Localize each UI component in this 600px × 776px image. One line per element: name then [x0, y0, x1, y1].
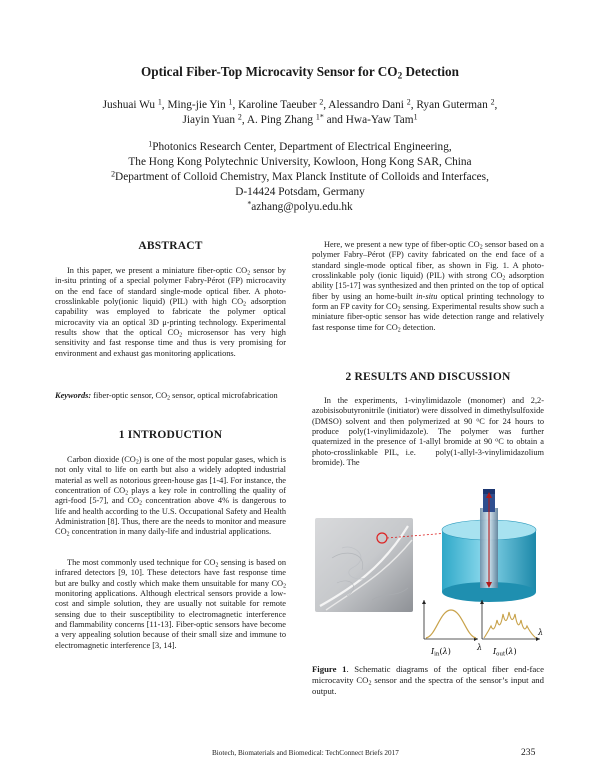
intro-paragraph-1: Carbon dioxide $(CO_2)$ is one of the most popular gases, which is not only vital to life on earth but also a widely adopted industrial material as well as notorious green-house gas [1-4]. For instance, the concentration of $CO_2$ plays a key role in controlling the quality of agri-food [5-7], and $CO_2$ concentration above 4% is dangerous to life and health according to the U.S. Occupational Safety and Health Administration [8]. Thus, there are the needs to monitor and measure $CO_2$ concentration in many daily-life and industrial applications.	[55, 455, 286, 538]
intro-paragraph-2: The most commonly used technique for $CO_2$ sensing is based on infrared detectors [9, 10]. These detectors have fast response time but are bulky and costly which make them unsuitable for many $CO_2$ monitoring applications. Although electrical sensors provide a low-cost and simple solution, they are usually not suitable for remote sensing due to their susceptibility to electromagnetic interference and flammability concerns [11-13]. Fiber-optic sensors have become a very appealing solution because of their small size and immune to electromagnetic interference [3, 14].	[55, 558, 286, 650]
lambda-label-input: λ	[477, 643, 483, 652]
figure-caption: Figure 1. Schematic diagrams of the optical fiber end-face microcavity $CO_2$ sensor and the spectra of the sensor’s input and output.	[312, 664, 544, 696]
affiliation-line: $^2$Department of Colloid Chemistry, Max Planck Institute of Colloids and Interfaces,	[111, 169, 489, 183]
keywords: Keywords: fiber-optic sensor, $CO_2$ sensor, optical microfabrication	[55, 391, 278, 402]
output-spectrum-label: Iout(λ)	[493, 647, 517, 658]
footer-journal: Biotech, Biomaterials and Biomedical: TechConnect Briefs 2017	[212, 749, 399, 757]
abstract-heading: ABSTRACT	[138, 240, 203, 252]
email-line: *azhang@polyu.edu.hk	[247, 199, 353, 213]
lambda-label-output: λ	[538, 628, 544, 637]
figure-1	[312, 488, 544, 660]
input-spectrum-label: Iin(λ)	[431, 647, 451, 658]
results-heading: 2 RESULTS AND DISCUSSION	[345, 371, 511, 383]
right-intro-paragraph: Here, we present a new type of fiber-optic $CO_2$ sensor based on a polymer Fabry–Pérot (FP) cavity fabricated on the end face of a standard single-mode optical fiber, as shown in Fig. 1. A photo-crosslinkable poly (ionic liquid) (PIL) with strong $CO_2$ adsorption ability [15-17] was synthesized and then printed on the top of optical fiber by using an home-built in-situ optical printing technology to form an FP cavity for $CO_2$ sensing. Experimental results show such a miniature fiber-optic sensor has wide detection range and relatively fast response time for $CO_2$ detection.	[312, 240, 544, 334]
intro-heading: 1 INTRODUCTION	[118, 429, 223, 441]
affiliation-line: $^1$Photonics Research Center, Department of Electrical Engineering,	[148, 139, 452, 153]
figure-caption-label: Figure 1	[312, 664, 347, 674]
author-list	[40, 98, 560, 128]
affiliations	[40, 140, 560, 215]
footer-page-number: 235	[521, 747, 536, 758]
fiber-photo	[315, 518, 460, 612]
abstract-text: In this paper, we present a miniature fiber-optic $CO_2$ sensor by in-situ printing of a special polymer Fabry-Pérot (FP) microcavity on the end face of standard single-mode optical fiber. A photo-crosslinkable poly(ionic liquid) (PIL) with high $CO_2$ adsorption capability was employed to fabricate the polymer optical microcavity via an optical 3D μ-printing technology. Experimental results show that the optical $CO_2$ microsensor has very high sensitivity and fast response time and thus is very promising for environment and exhaust gas monitoring applications.	[55, 266, 286, 358]
author-line: Jiayin Yuan $^2$, A. Ping Zhang $^{1*}$ and Hwa-Yaw Tam$^1$	[182, 112, 418, 126]
output-spectrum	[480, 600, 543, 641]
affiliation-line: D-14424 Potsdam, Germany	[235, 186, 365, 198]
fiber-cylinder	[442, 489, 536, 602]
results-paragraph-1: In the experiments, 1-vinylimidazole (monomer) and 2,2-azobisisobutyronitrile (initiator) were dissolved in dimethylsulfoxide (DMSO) solvent and then polymerized at 90 $^o$C for 24 hours to produce poly(1-vinylimidazole). The polymer was further quaternized in the presence of 1-allyl bromide at 90 $^o$C to obtain a photo-crosslinkable PIL, i.e. poly(1-allyl-3-vinylimidazolium bromide). The	[312, 396, 545, 468]
keywords-label: Keywords:	[55, 391, 92, 400]
affiliation-line: The Hong Kong Polytechnic University, Kowloon, Hong Kong SAR, China	[128, 156, 472, 168]
paper-title	[0, 64, 600, 80]
title-text: Optical Fiber-Top Microcavity Sensor for $CO_2$ Detection	[141, 64, 459, 81]
input-spectrum	[422, 600, 482, 652]
author-line: Jushuai Wu $^1$, Ming-jie Yin $^1$, Karoline Taeuber $^2$, Alessandro Dani $^2$, Ryan Guterman $^2$,	[102, 97, 498, 111]
figure-1-illustration	[312, 488, 544, 660]
